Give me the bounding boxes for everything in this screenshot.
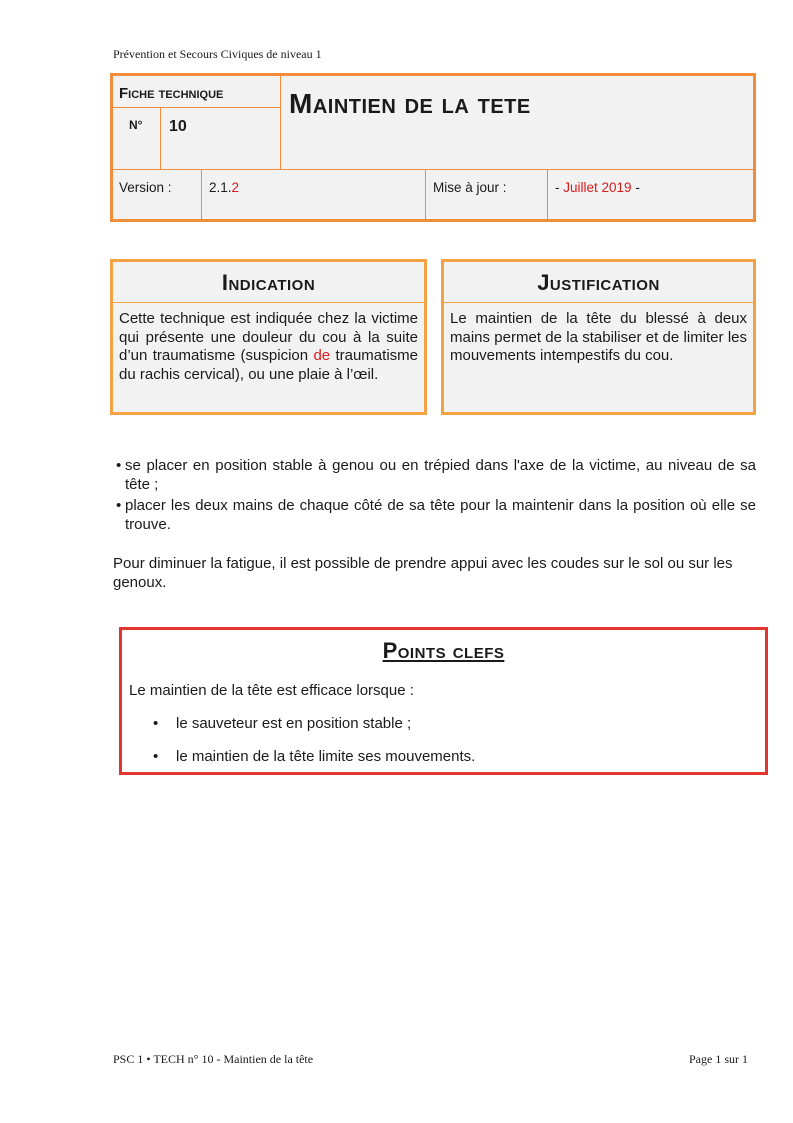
bullet-icon: • — [153, 748, 159, 765]
indication-box — [110, 259, 427, 415]
update-value: - Juillet 2019 - — [555, 180, 640, 195]
number-label: N° — [129, 118, 143, 132]
fiche-label: Fiche technique — [119, 85, 224, 102]
key-point-item: le sauveteur est en position stable ; — [176, 715, 412, 732]
key-points-intro: Le maintien de la tête est efficace lorsque : — [129, 682, 414, 699]
footer-left: PSC 1 • TECH n° 10 - Maintien de la tête — [113, 1052, 314, 1066]
bullet-icon: • — [116, 497, 122, 514]
fiche-number: 10 — [169, 118, 187, 135]
divider — [113, 169, 753, 170]
indication-text: Cette technique est indiquée chez la victime qui présente une douleur du cou à la suite d’un traumatisme (suspicion de traumatisme du rachis cervical), ou une plaie à l’œil. — [119, 310, 418, 383]
key-points-title: Points clefs — [382, 638, 505, 663]
divider — [160, 107, 161, 169]
divider — [425, 169, 426, 219]
divider — [547, 169, 548, 219]
bullet-icon: • — [153, 715, 159, 732]
key-points-box — [119, 627, 768, 775]
justification-title: Justification — [444, 262, 753, 303]
running-header: Prévention et Secours Civiques de niveau 1 — [113, 47, 322, 61]
justification-text: Le maintien de la tête du blessé à deux mains permet de la stabiliser et de limiter les mouvements intempestifs du cou. — [450, 310, 747, 364]
version-value: 2.1.2 — [209, 180, 240, 195]
bullet-icon: • — [116, 457, 122, 474]
list-item: • placer les deux mains de chaque côté de sa tête pour la maintenir dans la position où elle se trouve. — [116, 497, 756, 533]
justification-box — [441, 259, 756, 415]
page-number: Page 1 sur 1 — [689, 1052, 748, 1066]
instruction-list — [116, 457, 756, 537]
indication-title: Indication — [113, 262, 424, 303]
update-label: Mise à jour : — [433, 180, 507, 195]
divider — [201, 169, 202, 219]
fiche-header-box — [110, 73, 756, 222]
divider — [113, 107, 280, 108]
divider — [280, 76, 281, 169]
fatigue-paragraph: Pour diminuer la fatigue, il est possible de prendre appui avec les coudes sur le sol ou sur les genoux. — [113, 555, 733, 591]
page-title: Maintien de la tete — [289, 88, 531, 119]
version-label: Version : — [119, 180, 172, 195]
key-point-item: le maintien de la tête limite ses mouvements. — [176, 748, 476, 765]
list-item: • se placer en position stable à genou ou en trépied dans l'axe de la victime, au niveau de sa tête ; — [116, 457, 756, 493]
